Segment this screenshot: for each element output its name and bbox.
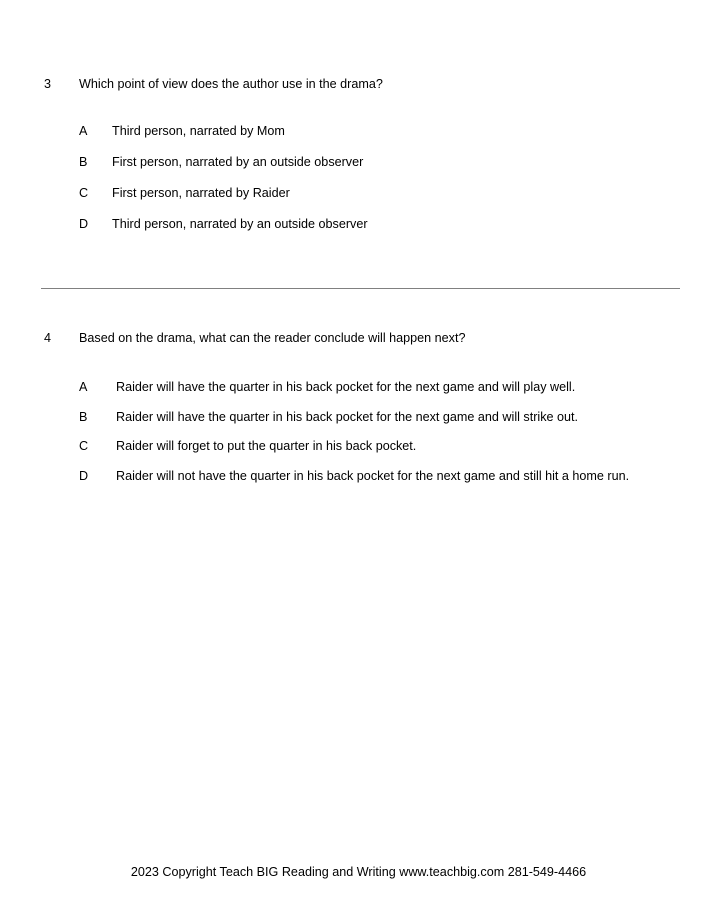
choice-option[interactable]	[0, 410, 717, 426]
choice-letter: B	[79, 409, 88, 424]
choice-list	[0, 124, 717, 233]
choice-text: Raider will have the quarter in his back pocket for the next game and will strike out.	[116, 409, 579, 424]
question-number: 3	[44, 77, 52, 91]
choice-letter: C	[79, 439, 89, 453]
choice-text: Raider will have the quarter in his back pocket for the next game and will play well.	[116, 380, 576, 394]
choice-list	[0, 380, 717, 484]
choice-text: Raider will forget to put the quarter in his back pocket.	[116, 439, 417, 453]
choice-option[interactable]	[0, 380, 717, 396]
choice-text: Raider will not have the quarter in his back pocket for the next game and still hit a home run.	[116, 468, 630, 483]
question-stem	[0, 330, 717, 347]
page-footer: 2023 Copyright Teach BIG Reading and Writing www.teachbig.com 281-549-4466	[130, 865, 587, 879]
choice-text: First person, narrated by Raider	[112, 186, 290, 200]
choice-option[interactable]	[0, 124, 717, 140]
question-stem-text: Based on the drama, what can the reader conclude will happen next?	[79, 331, 466, 345]
question-block-4	[0, 330, 717, 498]
question-stem	[0, 76, 717, 93]
choice-letter: D	[79, 468, 89, 483]
choice-text: First person, narrated by an outside observer	[112, 155, 364, 169]
question-block-3	[0, 76, 717, 248]
section-divider	[41, 288, 680, 289]
question-stem-text: Which point of view does the author use in the drama?	[79, 77, 383, 91]
choice-option[interactable]	[0, 155, 717, 171]
choice-text: Third person, narrated by Mom	[112, 124, 285, 138]
choice-letter: A	[79, 124, 88, 138]
choice-option[interactable]	[0, 186, 717, 202]
choice-option[interactable]	[0, 217, 717, 233]
choice-letter: D	[79, 217, 89, 231]
choice-text: Third person, narrated by an outside observer	[112, 217, 368, 231]
choice-letter: C	[79, 186, 89, 200]
choice-letter: B	[79, 155, 88, 169]
choice-letter: A	[79, 380, 88, 394]
question-number: 4	[44, 331, 52, 345]
choice-option[interactable]	[0, 469, 717, 485]
choice-option[interactable]	[0, 439, 717, 455]
